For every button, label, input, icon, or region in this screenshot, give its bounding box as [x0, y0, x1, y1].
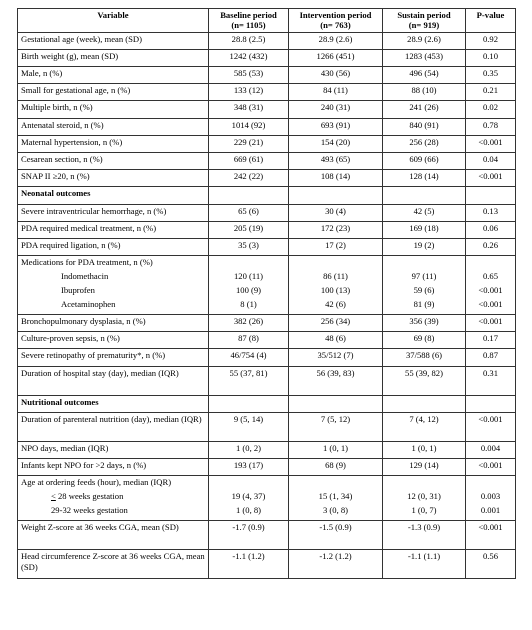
- cell-sustain: 28.9 (2.6): [383, 32, 466, 49]
- table-row: [18, 84, 516, 101]
- cell-intervention: 430 (56): [289, 67, 383, 84]
- feeds-sub-29-32: 29-32 weeks gestation: [51, 505, 128, 516]
- cell-sustain: 609 (66): [383, 152, 466, 169]
- cell-pvalue: 0.004: [466, 441, 516, 458]
- cell-baseline: 9 (5, 14): [209, 412, 289, 441]
- table-row: [18, 204, 516, 221]
- cell-sustain: 7 (4, 12): [383, 412, 466, 441]
- cell-baseline: 55 (37, 81): [209, 366, 289, 395]
- cell-intervention: 68 (9): [289, 459, 383, 476]
- cell-sustain: 42 (5): [383, 204, 466, 221]
- table-row: [18, 49, 516, 66]
- cell-intervention: 493 (65): [289, 152, 383, 169]
- medication-acetaminophen: Acetaminophen: [61, 299, 116, 310]
- cell-sustain: 256 (28): [383, 135, 466, 152]
- cell-baseline: 19 (4, 37) 1 (0, 8): [209, 476, 289, 521]
- cell-intervention: 84 (11): [289, 84, 383, 101]
- table-row: [18, 459, 516, 476]
- header-baseline: Baseline period (n= 1105): [209, 9, 289, 33]
- row-label: NPO days, median (IQR): [18, 441, 209, 458]
- outcomes-table: [17, 8, 516, 579]
- table-row: [18, 152, 516, 169]
- cell-baseline: 1014 (92): [209, 118, 289, 135]
- cell-sustain: 241 (26): [383, 101, 466, 118]
- cell-intervention: 108 (14): [289, 170, 383, 187]
- cell-sustain: 129 (14): [383, 459, 466, 476]
- cell-pvalue: <0.001: [466, 459, 516, 476]
- cell-sustain: 69 (8): [383, 332, 466, 349]
- cell-pvalue: 0.31: [466, 366, 516, 395]
- cell-baseline: 87 (8): [209, 332, 289, 349]
- cell-intervention: 154 (20): [289, 135, 383, 152]
- cell-sustain: 97 (11) 59 (6) 81 (9): [383, 256, 466, 315]
- section-row-nutritional: [18, 395, 516, 412]
- medication-ibuprofen: Ibuprofen: [61, 285, 95, 296]
- cell-pvalue: <0.001: [466, 170, 516, 187]
- feeds-label: Age at ordering feeds (hour), median (IQR): [21, 477, 172, 488]
- cell-pvalue: <0.001: [466, 315, 516, 332]
- table-row: [18, 441, 516, 458]
- cell-sustain: -1.1 (1.1): [383, 550, 466, 579]
- cell-pvalue: 0.26: [466, 238, 516, 255]
- cell-sustain: 88 (10): [383, 84, 466, 101]
- cell-sustain: 1 (0, 1): [383, 441, 466, 458]
- cell-baseline: 1242 (432): [209, 49, 289, 66]
- cell-baseline: 35 (3): [209, 238, 289, 255]
- cell-pvalue: 0.17: [466, 332, 516, 349]
- row-label: Duration of hospital stay (day), median (IQR): [18, 366, 209, 395]
- cell-pvalue: 0.78: [466, 118, 516, 135]
- cell-intervention: 693 (91): [289, 118, 383, 135]
- cell-baseline: 120 (11) 100 (9) 8 (1): [209, 256, 289, 315]
- cell-baseline: 229 (21): [209, 135, 289, 152]
- row-label: Male, n (%): [18, 67, 209, 84]
- table-row: [18, 101, 516, 118]
- cell-sustain: 356 (39): [383, 315, 466, 332]
- cell-pvalue: 0.92: [466, 32, 516, 49]
- row-label: Antenatal steroid, n (%): [18, 118, 209, 135]
- table-row: [18, 332, 516, 349]
- header-row: [18, 9, 516, 33]
- table-row: [18, 349, 516, 366]
- cell-sustain: -1.3 (0.9): [383, 521, 466, 550]
- row-label: Culture-proven sepsis, n (%): [18, 332, 209, 349]
- cell-intervention: 172 (23): [289, 221, 383, 238]
- cell-intervention: -1.2 (1.2): [289, 550, 383, 579]
- table-row: [18, 170, 516, 187]
- table-row-feeds: [18, 476, 516, 521]
- row-label: PDA required ligation, n (%): [18, 238, 209, 255]
- cell-baseline: -1.7 (0.9): [209, 521, 289, 550]
- row-label: SNAP II ≥20, n (%): [18, 170, 209, 187]
- cell-sustain: 496 (54): [383, 67, 466, 84]
- cell-pvalue: 0.04: [466, 152, 516, 169]
- cell-sustain: 840 (91): [383, 118, 466, 135]
- cell-sustain: 55 (39, 82): [383, 366, 466, 395]
- cell-intervention: 30 (4): [289, 204, 383, 221]
- cell-baseline: 242 (22): [209, 170, 289, 187]
- row-label: Gestational age (week), mean (SD): [18, 32, 209, 49]
- pda-medications-label: Medications for PDA treatment, n (%): [21, 257, 153, 268]
- cell-sustain: 128 (14): [383, 170, 466, 187]
- cell-sustain: 1283 (453): [383, 49, 466, 66]
- table-row: [18, 550, 516, 579]
- cell-baseline: 1 (0, 2): [209, 441, 289, 458]
- row-label: [18, 476, 209, 521]
- cell-pvalue: 0.13: [466, 204, 516, 221]
- row-label: Severe retinopathy of prematurity*, n (%): [18, 349, 209, 366]
- cell-intervention: 1266 (451): [289, 49, 383, 66]
- row-label: Weight Z-score at 36 weeks CGA, mean (SD): [18, 521, 209, 550]
- cell-intervention: 1 (0, 1): [289, 441, 383, 458]
- table-row: [18, 412, 516, 441]
- cell-pvalue: 0.87: [466, 349, 516, 366]
- section-heading: Neonatal outcomes: [18, 187, 209, 204]
- header-intervention: Intervention period (n= 763): [289, 9, 383, 33]
- cell-intervention: 7 (5, 12): [289, 412, 383, 441]
- row-label: Infants kept NPO for >2 days, n (%): [18, 459, 209, 476]
- table-row: [18, 135, 516, 152]
- row-label: PDA required medical treatment, n (%): [18, 221, 209, 238]
- row-label: Cesarean section, n (%): [18, 152, 209, 169]
- cell-pvalue: 0.06: [466, 221, 516, 238]
- cell-pvalue: 0.65 <0.001 <0.001: [466, 256, 516, 315]
- table-row: [18, 238, 516, 255]
- cell-intervention: -1.5 (0.9): [289, 521, 383, 550]
- row-label: Severe intraventricular hemorrhage, n (%): [18, 204, 209, 221]
- row-label: Birth weight (g), mean (SD): [18, 49, 209, 66]
- cell-baseline: 28.8 (2.5): [209, 32, 289, 49]
- table-row: [18, 315, 516, 332]
- header-pvalue: P-value: [466, 9, 516, 33]
- row-label: Maternal hypertension, n (%): [18, 135, 209, 152]
- cell-intervention: 86 (11) 100 (13) 42 (6): [289, 256, 383, 315]
- cell-baseline: 46/754 (4): [209, 349, 289, 366]
- cell-baseline: 193 (17): [209, 459, 289, 476]
- cell-sustain: 12 (0, 31) 1 (0, 7): [383, 476, 466, 521]
- cell-pvalue: 0.02: [466, 101, 516, 118]
- cell-baseline: 205 (19): [209, 221, 289, 238]
- cell-intervention: 240 (31): [289, 101, 383, 118]
- row-label: Small for gestational age, n (%): [18, 84, 209, 101]
- cell-intervention: 256 (34): [289, 315, 383, 332]
- table-row: [18, 521, 516, 550]
- cell-baseline: 585 (53): [209, 67, 289, 84]
- cell-pvalue: 0.21: [466, 84, 516, 101]
- cell-pvalue: <0.001: [466, 521, 516, 550]
- row-label: Head circumference Z-score at 36 weeks CGA, mean (SD): [18, 550, 209, 579]
- row-label: Multiple birth, n (%): [18, 101, 209, 118]
- cell-baseline: -1.1 (1.2): [209, 550, 289, 579]
- medication-indomethacin: Indomethacin: [61, 271, 109, 282]
- cell-baseline: 133 (12): [209, 84, 289, 101]
- cell-sustain: 169 (18): [383, 221, 466, 238]
- cell-pvalue: 0.35: [466, 67, 516, 84]
- cell-baseline: 382 (26): [209, 315, 289, 332]
- section-row-neonatal: [18, 187, 516, 204]
- cell-intervention: 35/512 (7): [289, 349, 383, 366]
- table-row: [18, 366, 516, 395]
- header-variable: Variable: [18, 9, 209, 33]
- row-label: [18, 256, 209, 315]
- table-row: [18, 67, 516, 84]
- cell-baseline: 669 (61): [209, 152, 289, 169]
- cell-pvalue: <0.001: [466, 135, 516, 152]
- row-label: Duration of parenteral nutrition (day), median (IQR): [18, 412, 209, 441]
- table-row: [18, 118, 516, 135]
- cell-baseline: 65 (6): [209, 204, 289, 221]
- cell-pvalue: 0.003 0.001: [466, 476, 516, 521]
- cell-intervention: 48 (6): [289, 332, 383, 349]
- table-row: [18, 221, 516, 238]
- cell-intervention: 28.9 (2.6): [289, 32, 383, 49]
- table-row: [18, 32, 516, 49]
- cell-pvalue: 0.56: [466, 550, 516, 579]
- cell-pvalue: 0.10: [466, 49, 516, 66]
- table-row-pda-medications: [18, 256, 516, 315]
- table-container: [17, 8, 515, 579]
- feeds-sub-28: < 28 weeks gestation: [51, 491, 124, 502]
- cell-pvalue: <0.001: [466, 412, 516, 441]
- section-heading: Nutritional outcomes: [18, 395, 209, 412]
- header-sustain: Sustain period (n= 919): [383, 9, 466, 33]
- cell-intervention: 17 (2): [289, 238, 383, 255]
- cell-intervention: 56 (39, 83): [289, 366, 383, 395]
- cell-intervention: 15 (1, 34) 3 (0, 8): [289, 476, 383, 521]
- cell-sustain: 37/588 (6): [383, 349, 466, 366]
- cell-sustain: 19 (2): [383, 238, 466, 255]
- cell-baseline: 348 (31): [209, 101, 289, 118]
- row-label: Bronchopulmonary dysplasia, n (%): [18, 315, 209, 332]
